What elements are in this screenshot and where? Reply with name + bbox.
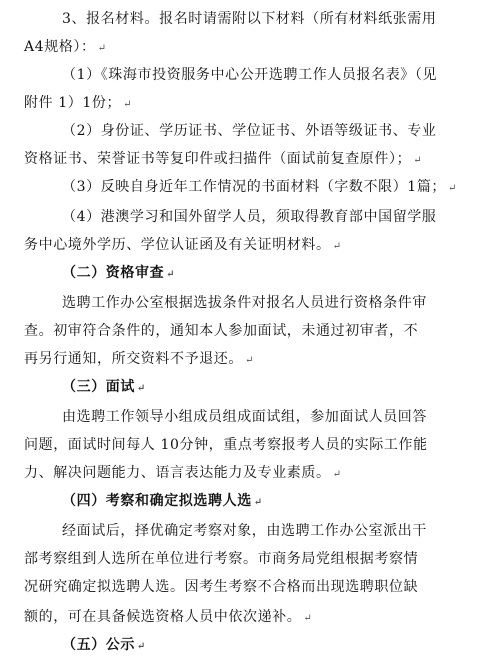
line-text: （三）面试 [62, 379, 135, 395]
text-line [0, 404, 480, 430]
paragraph-mark-icon: ↵ [253, 497, 263, 508]
section-heading [0, 374, 480, 400]
text-line [0, 518, 480, 544]
text-line [0, 34, 480, 60]
line-text: 查。初审符合条件的，通知本人参加面试，未通过初审者，不 [24, 323, 419, 339]
text-line [0, 204, 480, 230]
text-line [0, 546, 480, 572]
paragraph-mark-icon: ↵ [448, 183, 457, 194]
line-text: 况研究确定拟选聘人选。因考生考察不合格而出现选聘职位缺 [24, 579, 419, 595]
paragraph-mark-icon: ↵ [413, 155, 423, 166]
line-text: （2）身份证、学历证书、学位证书、外语等级证书、专业 [62, 123, 437, 139]
line-text: （4）港澳学习和国外留学人员，须取得教育部中国留学服 [62, 209, 437, 225]
line-text: （3）反映自身近年工作情况的书面材料（字数不限）1篇； [62, 179, 447, 195]
section-heading [0, 632, 480, 658]
line-text: 力、解决问题能力、语言表达能力及专业素质。 [24, 465, 331, 481]
line-text: （四）考察和确定拟选聘人选 [62, 493, 252, 509]
line-text: 务中心境外学历、学位认证函及有关证明材料。 [24, 237, 331, 253]
line-text: 3、报名材料。报名时请需附以下材料（所有材料纸张需用 [62, 11, 437, 27]
line-text: 附件 1）1份； [24, 95, 122, 111]
paragraph-mark-icon: ↵ [97, 43, 107, 54]
line-text: 资格证书、荣誉证书等复印件或扫描件（面试前复查原件）； [24, 151, 412, 167]
text-line [0, 460, 480, 486]
text-line [0, 604, 480, 630]
text-line [0, 118, 480, 144]
text-line [0, 346, 480, 372]
paragraph-mark-icon: ↵ [332, 469, 342, 480]
text-line [0, 146, 480, 172]
paragraph-mark-icon: ↵ [137, 641, 146, 652]
text-line [0, 62, 480, 88]
paragraph-mark-icon: ↵ [303, 613, 313, 624]
line-text: （1）《珠海市投资服务中心公开选聘工作人员报名表》（见 [62, 67, 438, 83]
line-text: （五）公示 [62, 637, 135, 653]
paragraph-mark-icon: ↵ [123, 99, 133, 110]
text-line [0, 90, 480, 116]
paragraph-mark-icon: ↵ [245, 355, 254, 366]
paragraph-mark-icon: ↵ [166, 269, 176, 280]
text-line [0, 574, 480, 600]
paragraph-mark-icon: ↵ [137, 383, 146, 394]
line-text: 额的，可在具备候选资格人员中依次递补。 [24, 609, 302, 625]
text-line [0, 290, 480, 316]
line-text: 再另行通知，所交资料不予退还。 [24, 351, 243, 367]
text-line [0, 174, 480, 200]
line-text: 选聘工作办公室根据选拔条件对报名人员进行资格条件审 [62, 295, 427, 311]
line-text: （二）资格审查 [62, 265, 165, 281]
text-line [0, 6, 480, 32]
section-heading [0, 260, 480, 286]
line-text: 部考察组到人选所在单位进行考察。市商务局党组根据考察情 [24, 551, 419, 567]
text-line [0, 318, 480, 344]
section-heading [0, 488, 480, 514]
text-line [0, 432, 480, 458]
line-text: A4规格）： [24, 39, 96, 55]
text-line [0, 232, 480, 258]
line-text: 由选聘工作领导小组成员组成面试组，参加面试人员回答 [62, 409, 427, 425]
paragraph-mark-icon: ↵ [332, 241, 342, 252]
line-text: 问题，面试时间每人 10分钟，重点考察报考人员的实际工作能 [24, 437, 428, 453]
line-text: 经面试后，择优确定考察对象，由选聘工作办公室派出干 [62, 523, 427, 539]
